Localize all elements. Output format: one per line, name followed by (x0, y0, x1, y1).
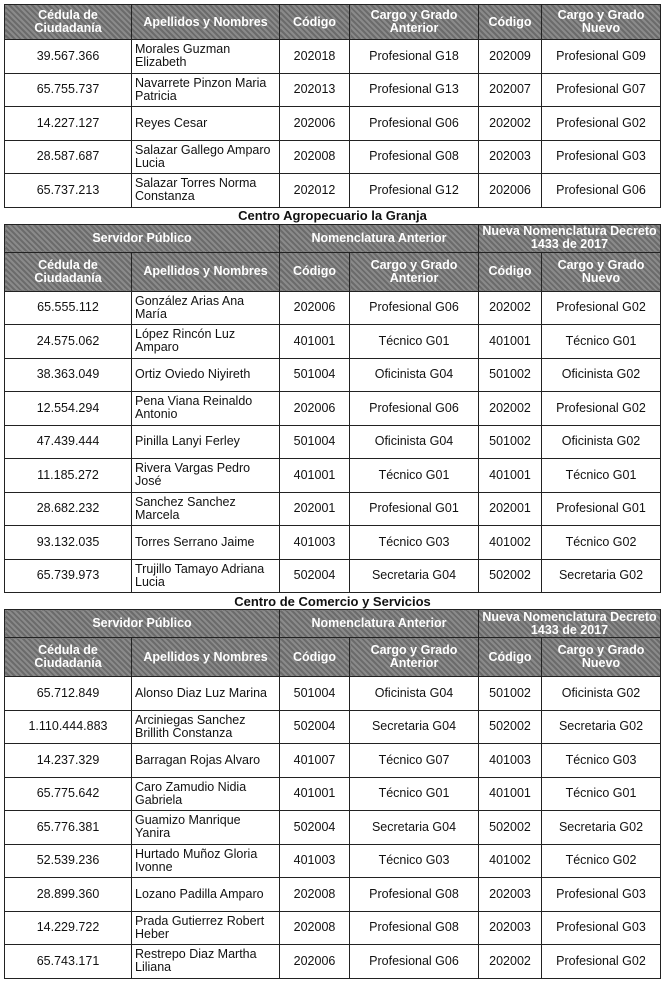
table-row (5, 392, 661, 426)
header-codigo: Código (280, 638, 350, 677)
cargo-anterior-cell: Profesional G08 (350, 140, 479, 174)
cargo-anterior-cell: Secretaria G04 (350, 710, 479, 744)
codigo-cell: 202006 (280, 392, 350, 426)
codigo-cell: 502004 (280, 559, 350, 593)
cedula-cell: 65.739.973 (5, 559, 132, 593)
codigo-nuevo-cell: 401003 (479, 744, 542, 778)
header-cargo-anterior: Cargo y Grado Anterior (350, 638, 479, 677)
table-row (5, 811, 661, 845)
table-row (5, 677, 661, 711)
codigo-nuevo-cell: 202006 (479, 174, 542, 208)
cargo-nuevo-cell: Técnico G01 (542, 459, 661, 493)
table-row (5, 744, 661, 778)
nombre-cell: Salazar Torres Norma Constanza (132, 174, 280, 208)
group-header-servidor: Servidor Público (5, 610, 280, 638)
table-row (5, 459, 661, 493)
codigo-nuevo-cell: 501002 (479, 425, 542, 459)
group-header-row (5, 610, 661, 638)
cedula-cell: 12.554.294 (5, 392, 132, 426)
nombre-cell: Torres Serrano Jaime (132, 526, 280, 560)
section-title: Centro Agropecuario la Granja (5, 207, 661, 224)
cargo-nuevo-cell: Profesional G01 (542, 492, 661, 526)
cargo-nuevo-cell: Técnico G01 (542, 777, 661, 811)
table-row (5, 174, 661, 208)
cargo-anterior-cell: Secretaria G04 (350, 811, 479, 845)
codigo-cell: 501004 (280, 425, 350, 459)
codigo-cell: 502004 (280, 811, 350, 845)
cargo-nuevo-cell: Técnico G01 (542, 325, 661, 359)
table-row (5, 40, 661, 74)
cargo-anterior-cell: Profesional G01 (350, 492, 479, 526)
cargo-nuevo-cell: Profesional G06 (542, 174, 661, 208)
header-codigo-nuevo: Código (479, 638, 542, 677)
codigo-nuevo-cell: 202009 (479, 40, 542, 74)
cedula-cell: 65.776.381 (5, 811, 132, 845)
codigo-nuevo-cell: 401002 (479, 526, 542, 560)
header-cargo-nuevo: Cargo y Grado Nuevo (542, 252, 661, 291)
codigo-cell: 401003 (280, 526, 350, 560)
cargo-nuevo-cell: Secretaria G02 (542, 559, 661, 593)
cedula-cell: 28.682.232 (5, 492, 132, 526)
codigo-nuevo-cell: 202003 (479, 878, 542, 912)
codigo-nuevo-cell: 202003 (479, 140, 542, 174)
cedula-cell: 65.755.737 (5, 73, 132, 107)
header-codigo-nuevo: Código (479, 5, 542, 40)
personnel-table (4, 4, 661, 979)
cargo-nuevo-cell: Profesional G09 (542, 40, 661, 74)
nombre-cell: Prada Gutierrez Robert Heber (132, 911, 280, 945)
cedula-cell: 24.575.062 (5, 325, 132, 359)
codigo-nuevo-cell: 502002 (479, 811, 542, 845)
cedula-cell: 38.363.049 (5, 358, 132, 392)
codigo-cell: 202008 (280, 911, 350, 945)
cargo-anterior-cell: Técnico G03 (350, 526, 479, 560)
group-header-anterior: Nomenclatura Anterior (280, 610, 479, 638)
cargo-anterior-cell: Profesional G06 (350, 291, 479, 325)
cedula-cell: 52.539.236 (5, 844, 132, 878)
cargo-nuevo-cell: Oficinista G02 (542, 358, 661, 392)
cargo-nuevo-cell: Profesional G02 (542, 291, 661, 325)
header-cargo-nuevo: Cargo y Grado Nuevo (542, 638, 661, 677)
cargo-anterior-cell: Profesional G13 (350, 73, 479, 107)
header-cedula: Cédula de Ciudadanía (5, 5, 132, 40)
cargo-anterior-cell: Técnico G01 (350, 777, 479, 811)
codigo-nuevo-cell: 202002 (479, 392, 542, 426)
cargo-nuevo-cell: Técnico G03 (542, 744, 661, 778)
table-row (5, 73, 661, 107)
column-header-row (5, 638, 661, 677)
codigo-nuevo-cell: 202002 (479, 291, 542, 325)
nombre-cell: Lozano Padilla Amparo (132, 878, 280, 912)
cargo-nuevo-cell: Técnico G02 (542, 844, 661, 878)
table-row (5, 107, 661, 141)
cargo-anterior-cell: Secretaria G04 (350, 559, 479, 593)
header-nombres: Apellidos y Nombres (132, 5, 280, 40)
cargo-nuevo-cell: Secretaria G02 (542, 811, 661, 845)
table-row (5, 492, 661, 526)
nombre-cell: Pinilla Lanyi Ferley (132, 425, 280, 459)
table-row (5, 710, 661, 744)
cargo-anterior-cell: Profesional G12 (350, 174, 479, 208)
codigo-cell: 401001 (280, 325, 350, 359)
column-header-row (5, 252, 661, 291)
nombre-cell: Reyes Cesar (132, 107, 280, 141)
group-header-nueva: Nueva Nomenclatura Decreto 1433 de 2017 (479, 224, 661, 252)
header-cargo-nuevo: Cargo y Grado Nuevo (542, 5, 661, 40)
cedula-cell: 14.227.127 (5, 107, 132, 141)
header-nombres: Apellidos y Nombres (132, 252, 280, 291)
header-codigo: Código (280, 5, 350, 40)
cargo-nuevo-cell: Profesional G02 (542, 107, 661, 141)
nombre-cell: Caro Zamudio Nidia Gabriela (132, 777, 280, 811)
codigo-nuevo-cell: 202007 (479, 73, 542, 107)
table-row (5, 559, 661, 593)
cedula-cell: 65.743.171 (5, 945, 132, 979)
codigo-nuevo-cell: 401001 (479, 325, 542, 359)
cedula-cell: 28.899.360 (5, 878, 132, 912)
codigo-cell: 202006 (280, 945, 350, 979)
cargo-anterior-cell: Técnico G01 (350, 325, 479, 359)
table-row (5, 911, 661, 945)
section-title-row (5, 207, 661, 224)
codigo-cell: 202006 (280, 107, 350, 141)
table-row (5, 844, 661, 878)
codigo-cell: 401007 (280, 744, 350, 778)
cedula-cell: 14.229.722 (5, 911, 132, 945)
section-title-row (5, 593, 661, 610)
nombre-cell: Navarrete Pinzon Maria Patricia (132, 73, 280, 107)
header-codigo-nuevo: Código (479, 252, 542, 291)
nombre-cell: Sanchez Sanchez Marcela (132, 492, 280, 526)
codigo-cell: 202013 (280, 73, 350, 107)
cedula-cell: 14.237.329 (5, 744, 132, 778)
nombre-cell: Guamizo Manrique Yanira (132, 811, 280, 845)
cedula-cell: 65.775.642 (5, 777, 132, 811)
codigo-cell: 501004 (280, 677, 350, 711)
nombre-cell: Rivera Vargas Pedro José (132, 459, 280, 493)
cargo-anterior-cell: Profesional G18 (350, 40, 479, 74)
cedula-cell: 65.555.112 (5, 291, 132, 325)
cargo-anterior-cell: Técnico G03 (350, 844, 479, 878)
table-row (5, 358, 661, 392)
nombre-cell: Hurtado Muñoz Gloria Ivonne (132, 844, 280, 878)
nombre-cell: González Arias Ana María (132, 291, 280, 325)
cargo-anterior-cell: Técnico G01 (350, 459, 479, 493)
header-codigo: Código (280, 252, 350, 291)
table-row (5, 140, 661, 174)
cargo-anterior-cell: Profesional G06 (350, 945, 479, 979)
codigo-cell: 202008 (280, 140, 350, 174)
codigo-nuevo-cell: 502002 (479, 559, 542, 593)
cargo-anterior-cell: Profesional G06 (350, 107, 479, 141)
table-row (5, 291, 661, 325)
codigo-cell: 401003 (280, 844, 350, 878)
codigo-cell: 401001 (280, 459, 350, 493)
nombre-cell: Trujillo Tamayo Adriana Lucia (132, 559, 280, 593)
document-page (4, 4, 660, 979)
nombre-cell: Alonso Diaz Luz Marina (132, 677, 280, 711)
codigo-nuevo-cell: 401001 (479, 459, 542, 493)
codigo-nuevo-cell: 501002 (479, 677, 542, 711)
table-body (5, 5, 661, 979)
codigo-cell: 502004 (280, 710, 350, 744)
cargo-nuevo-cell: Profesional G07 (542, 73, 661, 107)
header-cargo-anterior: Cargo y Grado Anterior (350, 5, 479, 40)
codigo-cell: 202018 (280, 40, 350, 74)
nombre-cell: Pena Viana Reinaldo Antonio (132, 392, 280, 426)
table-row (5, 526, 661, 560)
section-title: Centro de Comercio y Servicios (5, 593, 661, 610)
cargo-nuevo-cell: Profesional G03 (542, 878, 661, 912)
table-row (5, 945, 661, 979)
cargo-anterior-cell: Técnico G07 (350, 744, 479, 778)
header-cedula: Cédula de Ciudadanía (5, 638, 132, 677)
codigo-nuevo-cell: 501002 (479, 358, 542, 392)
group-header-row (5, 224, 661, 252)
cedula-cell: 39.567.366 (5, 40, 132, 74)
table-row (5, 777, 661, 811)
cedula-cell: 65.737.213 (5, 174, 132, 208)
cargo-anterior-cell: Profesional G06 (350, 392, 479, 426)
nombre-cell: López Rincón Luz Amparo (132, 325, 280, 359)
cedula-cell: 28.587.687 (5, 140, 132, 174)
codigo-cell: 401001 (280, 777, 350, 811)
codigo-nuevo-cell: 401002 (479, 844, 542, 878)
codigo-nuevo-cell: 202002 (479, 945, 542, 979)
cargo-anterior-cell: Oficinista G04 (350, 677, 479, 711)
codigo-nuevo-cell: 502002 (479, 710, 542, 744)
cargo-nuevo-cell: Profesional G02 (542, 392, 661, 426)
header-cargo-anterior: Cargo y Grado Anterior (350, 252, 479, 291)
table-row (5, 425, 661, 459)
nombre-cell: Barragan Rojas Alvaro (132, 744, 280, 778)
codigo-cell: 202012 (280, 174, 350, 208)
cargo-nuevo-cell: Técnico G02 (542, 526, 661, 560)
cedula-cell: 47.439.444 (5, 425, 132, 459)
nombre-cell: Arciniegas Sanchez Brillith Constanza (132, 710, 280, 744)
group-header-anterior: Nomenclatura Anterior (280, 224, 479, 252)
nombre-cell: Morales Guzman Elizabeth (132, 40, 280, 74)
codigo-nuevo-cell: 401001 (479, 777, 542, 811)
group-header-servidor: Servidor Público (5, 224, 280, 252)
codigo-nuevo-cell: 202002 (479, 107, 542, 141)
codigo-cell: 202006 (280, 291, 350, 325)
codigo-nuevo-cell: 202003 (479, 911, 542, 945)
codigo-cell: 202001 (280, 492, 350, 526)
nombre-cell: Restrepo Diaz Martha Liliana (132, 945, 280, 979)
header-cedula: Cédula de Ciudadanía (5, 252, 132, 291)
group-header-nueva: Nueva Nomenclatura Decreto 1433 de 2017 (479, 610, 661, 638)
cedula-cell: 1.110.444.883 (5, 710, 132, 744)
cargo-nuevo-cell: Oficinista G02 (542, 677, 661, 711)
nombre-cell: Ortiz Oviedo Niyireth (132, 358, 280, 392)
cargo-nuevo-cell: Profesional G02 (542, 945, 661, 979)
codigo-cell: 202008 (280, 878, 350, 912)
cedula-cell: 65.712.849 (5, 677, 132, 711)
cargo-anterior-cell: Profesional G08 (350, 878, 479, 912)
table-row (5, 325, 661, 359)
cargo-anterior-cell: Oficinista G04 (350, 425, 479, 459)
cedula-cell: 11.185.272 (5, 459, 132, 493)
nombre-cell: Salazar Gallego Amparo Lucia (132, 140, 280, 174)
cargo-nuevo-cell: Profesional G03 (542, 140, 661, 174)
column-header-row (5, 5, 661, 40)
cargo-nuevo-cell: Profesional G03 (542, 911, 661, 945)
cargo-nuevo-cell: Oficinista G02 (542, 425, 661, 459)
codigo-nuevo-cell: 202001 (479, 492, 542, 526)
cargo-anterior-cell: Profesional G08 (350, 911, 479, 945)
cedula-cell: 93.132.035 (5, 526, 132, 560)
codigo-cell: 501004 (280, 358, 350, 392)
cargo-anterior-cell: Oficinista G04 (350, 358, 479, 392)
cargo-nuevo-cell: Secretaria G02 (542, 710, 661, 744)
header-nombres: Apellidos y Nombres (132, 638, 280, 677)
table-row (5, 878, 661, 912)
